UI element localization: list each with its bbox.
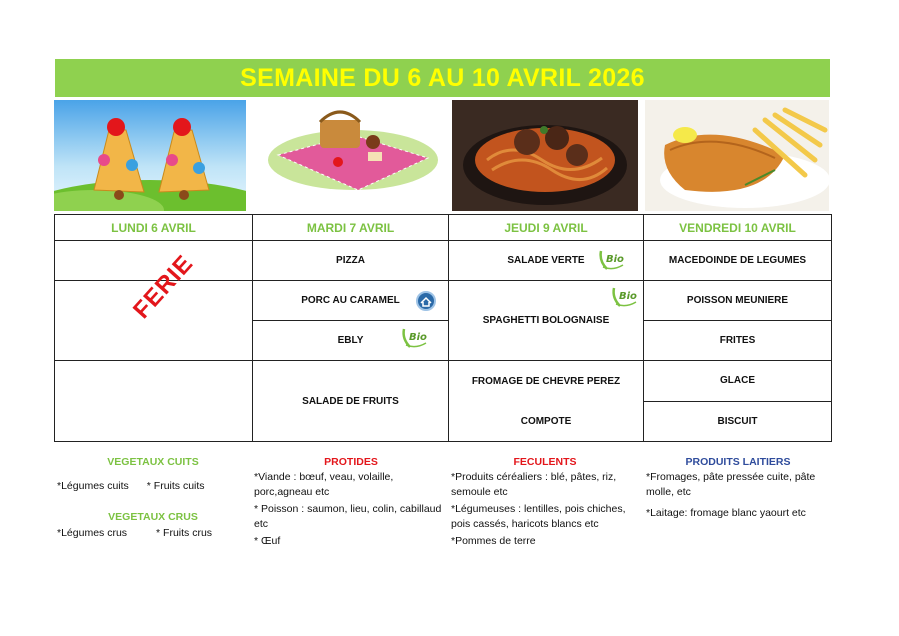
friday-starter: MACEDOINDE DE LEGUMES — [644, 241, 832, 281]
thursday-cheese-dessert — [449, 361, 644, 442]
cheese-row — [55, 361, 832, 402]
picnic-image — [258, 100, 443, 211]
bio-icon-text: Bio — [619, 291, 637, 302]
menu-table — [54, 214, 832, 442]
day-thursday: JEUDI 9 AVRIL — [449, 215, 644, 241]
protides-line: * Poisson : saumon, lieu, colin, cabillaud etc — [254, 503, 442, 530]
bio-icon-text: Bio — [409, 332, 427, 343]
friday-main: POISSON MEUNIERE — [644, 281, 832, 321]
thursday-main: SPAGHETTI BOLOGNAISE — [449, 281, 644, 361]
feculents-line: *Pommes de terre — [451, 535, 536, 547]
fish-and-fries-image — [645, 100, 829, 211]
friday-side: FRITES — [644, 321, 832, 361]
title-banner — [55, 59, 830, 97]
day-monday: LUNDI 6 AVRIL — [55, 215, 253, 241]
bio-icon — [597, 249, 625, 271]
feculents-line: *Légumeuses : lentilles, pois chiches, pois cassés, haricots blancs etc — [451, 503, 626, 530]
friday-cheese: GLACE — [644, 361, 832, 402]
thursday-starter-label: SALADE VERTE — [507, 255, 585, 266]
feculents-line: *Produits céréaliers : blé, pâtes, riz, semoule etc — [451, 471, 617, 498]
legend-protides — [254, 455, 448, 549]
tuesday-dessert: SALADE DE FRUITS — [253, 361, 449, 442]
vegetaux-cuits-item: *Légumes cuits — [57, 480, 129, 492]
tuesday-main-label: PORC AU CARAMEL — [301, 295, 400, 306]
vegetaux-crus-title: VEGETAUX CRUS — [108, 511, 198, 523]
vegetaux-crus-item: *Légumes crus — [57, 527, 128, 539]
vegetaux-cuits-title: VEGETAUX CUITS — [107, 456, 199, 468]
bio-icon-text: Bio — [606, 254, 624, 265]
monday-dessert — [55, 361, 253, 442]
thursday-dessert: COMPOTE — [520, 415, 572, 427]
legend-vegetaux — [55, 455, 251, 541]
day-header-row — [55, 215, 832, 241]
tuesday-side: EBLY — [253, 321, 449, 361]
vegetaux-cuits-item: * Fruits cuits — [146, 480, 205, 492]
feculents-title: FECULENTS — [513, 456, 577, 468]
laitiers-line: *Laitage: fromage blanc yaourt etc — [646, 507, 806, 519]
day-tuesday: MARDI 7 AVRIL — [253, 215, 449, 241]
bio-icon — [400, 327, 428, 349]
holiday-label: FERIE — [128, 249, 199, 325]
protides-line: *Viande : bœuf, veau, volaille, porc,agneau etc — [254, 471, 394, 498]
bio-icon — [610, 286, 638, 308]
day-friday: VENDREDI 10 AVRIL — [644, 215, 832, 241]
tuesday-starter: PIZZA — [253, 241, 449, 281]
spaghetti-meatballs-image — [452, 100, 638, 211]
laitiers-title: PRODUITS LAITIERS — [685, 456, 791, 468]
protides-line: * Œuf — [254, 535, 281, 547]
laitiers-line: *Fromages, pâte pressée cuite, pâte molle, etc — [646, 471, 816, 498]
easter-bells-image — [54, 100, 246, 211]
friday-dessert: BISCUIT — [644, 401, 832, 442]
thursday-cheese: FROMAGE DE CHEVRE PEREZ — [471, 375, 621, 387]
vegetaux-crus-item: * Fruits crus — [156, 527, 213, 539]
label-rouge-icon — [416, 291, 436, 311]
legend-feculents — [451, 455, 639, 549]
protides-title: PROTIDES — [324, 456, 378, 468]
page-title: SEMAINE DU 6 AU 10 AVRIL 2026 — [240, 63, 645, 92]
monday-starter — [55, 241, 253, 281]
legend-laitiers — [646, 455, 830, 521]
